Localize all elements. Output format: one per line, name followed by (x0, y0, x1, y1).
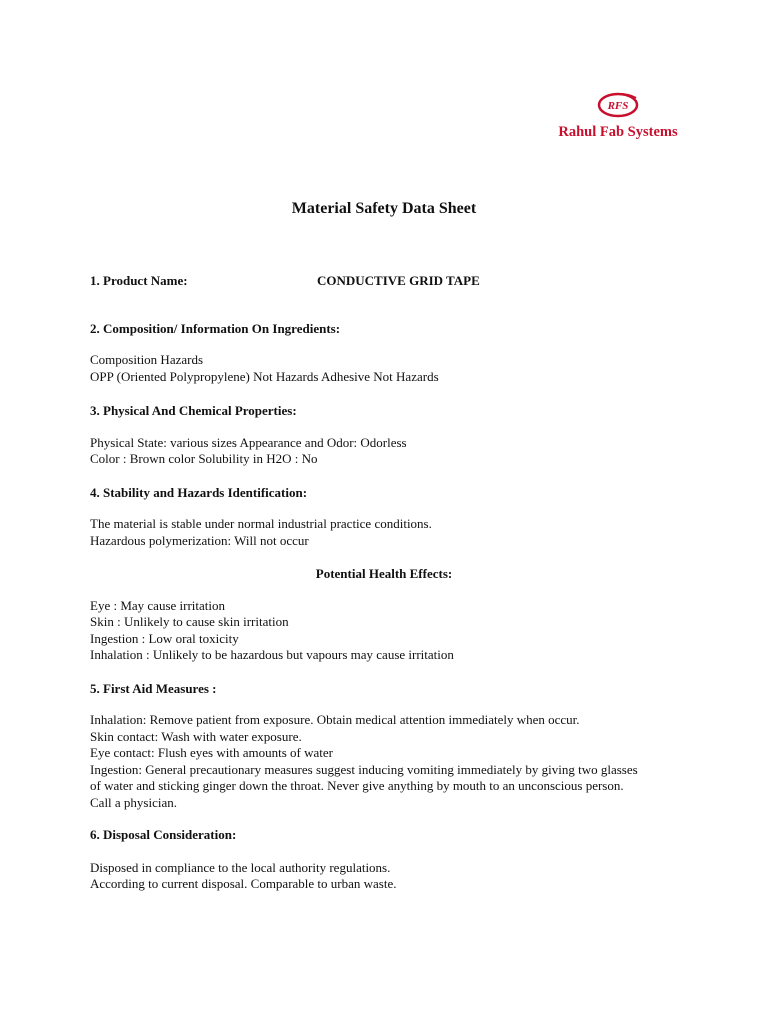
section-stability-heading: 4. Stability and Hazards Identification: (90, 485, 308, 500)
company-name: Rahul Fab Systems (558, 124, 678, 140)
health-line: Inhalation : Unlikely to be hazardous but vapours may cause irritation (90, 647, 454, 662)
section-first-aid-heading: 5. First Aid Measures : (90, 681, 217, 696)
first-aid-line: Skin contact: Wash with water exposure. (90, 729, 302, 744)
company-logo (548, 90, 688, 141)
section-disposal-heading: 6. Disposal Consideration: (90, 827, 237, 842)
composition-line: OPP (Oriented Polypropylene) Not Hazards Adhesive Not Hazards (90, 369, 439, 384)
first-aid-line: Ingestion: General precautionary measures suggest inducing vomiting immediately by giving two glasses (90, 762, 638, 777)
document-title: Material Safety Data Sheet (291, 200, 477, 217)
product-name-label: 1. Product Name: (90, 273, 188, 288)
svg-text:RFS: RFS (607, 100, 629, 112)
composition-line: Composition Hazards (90, 352, 204, 367)
stability-line: Hazardous polymerization: Will not occur (90, 533, 309, 548)
disposal-line: According to current disposal. Comparable to urban waste. (90, 876, 397, 891)
health-line: Eye : May cause irritation (90, 598, 226, 613)
product-name-value: CONDUCTIVE GRID TAPE (317, 273, 480, 288)
first-aid-line: Call a physician. (90, 795, 178, 810)
physical-line: Physical State: various sizes Appearance and Odor: Odorless (90, 435, 407, 450)
stability-line: The material is stable under normal industrial practice conditions. (90, 516, 432, 531)
first-aid-line: of water and sticking ginger down the throat. Never give anything by mouth to an unconscious person. (90, 778, 624, 793)
health-line: Ingestion : Low oral toxicity (90, 631, 239, 646)
health-effects-heading: Potential Health Effects: (315, 566, 453, 581)
section-physical-heading: 3. Physical And Chemical Properties: (90, 403, 297, 418)
physical-line: Color : Brown color Solubility in H2O : No (90, 451, 318, 466)
health-line: Skin : Unlikely to cause skin irritation (90, 614, 289, 629)
section-composition-heading: 2. Composition/ Information On Ingredients: (90, 321, 341, 336)
rfs-logo-icon (596, 90, 640, 120)
first-aid-line: Eye contact: Flush eyes with amounts of water (90, 745, 333, 760)
disposal-line: Disposed in compliance to the local authority regulations. (90, 860, 391, 875)
first-aid-line: Inhalation: Remove patient from exposure. Obtain medical attention immediately when occur. (90, 712, 580, 727)
